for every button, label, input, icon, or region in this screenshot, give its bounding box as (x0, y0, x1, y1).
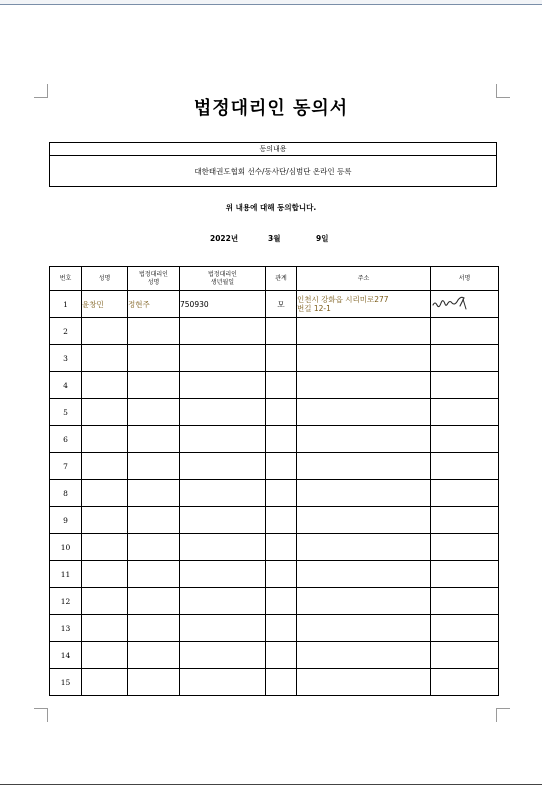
cell-signature (431, 453, 499, 480)
table-row (50, 642, 499, 669)
cell-name (82, 345, 128, 372)
cell-num: 1 (50, 291, 82, 318)
cell-num: 4 (50, 372, 82, 399)
cell-signature (431, 318, 499, 345)
cell-signature (431, 669, 499, 696)
cell-address (297, 561, 431, 588)
cell-address (297, 534, 431, 561)
consent-header: 동의내용 (50, 143, 496, 156)
cell-relation (266, 399, 297, 426)
guardian-consent-table (49, 266, 499, 696)
cell-address (297, 642, 431, 669)
table-row (50, 507, 499, 534)
cell-relation (266, 318, 297, 345)
cell-name (82, 615, 128, 642)
cell-guardian-name (128, 399, 180, 426)
cell-guardian-name (128, 372, 180, 399)
agree-statement: 위 내용에 대해 동의합니다. (225, 203, 317, 212)
cell-num: 2 (50, 318, 82, 345)
cell-num: 15 (50, 669, 82, 696)
cell-num: 6 (50, 426, 82, 453)
cell-guardian-birth (180, 399, 266, 426)
table-row (50, 453, 499, 480)
cell-num: 11 (50, 561, 82, 588)
cell-address (297, 318, 431, 345)
cell-signature (431, 561, 499, 588)
crop-mark-bottom-left (34, 708, 48, 722)
cell-address (297, 345, 431, 372)
cell-relation (266, 642, 297, 669)
cell-relation (266, 480, 297, 507)
cell-signature (431, 345, 499, 372)
crop-mark-bottom-right (496, 708, 510, 722)
cell-signature (431, 642, 499, 669)
cell-guardian-name (128, 426, 180, 453)
cell-signature (431, 372, 499, 399)
cell-num: 7 (50, 453, 82, 480)
cell-guardian-birth (180, 507, 266, 534)
cell-name: 윤창민 (82, 291, 128, 318)
cell-name (82, 480, 128, 507)
cell-guardian-name (128, 507, 180, 534)
cell-signature (431, 480, 499, 507)
cell-relation (266, 345, 297, 372)
cell-guardian-name (128, 480, 180, 507)
cell-guardian-birth (180, 453, 266, 480)
cell-name (82, 399, 128, 426)
cell-guardian-birth (180, 345, 266, 372)
consent-body: 대한태권도협회 선수/동사단/심범단 온라인 등록 (194, 167, 352, 176)
table-row (50, 615, 499, 642)
cell-address (297, 507, 431, 534)
cell-relation (266, 426, 297, 453)
handwritten-signature-image (431, 293, 479, 313)
date-month: 3월 (268, 234, 281, 243)
header-signature: 서명 (431, 267, 499, 291)
table-row (50, 426, 499, 453)
cell-signature (431, 426, 499, 453)
cell-signature (431, 399, 499, 426)
table-row (50, 561, 499, 588)
cell-num: 10 (50, 534, 82, 561)
cell-guardian-birth (180, 642, 266, 669)
cell-relation (266, 507, 297, 534)
cell-signature (431, 291, 499, 318)
cell-guardian-name (128, 615, 180, 642)
table-row (50, 345, 499, 372)
cell-num: 12 (50, 588, 82, 615)
header-guardian-birth-text: 법정대리인 생년월일 (208, 270, 237, 286)
cell-name (82, 453, 128, 480)
header-guardian-name-text: 법정대리인 성명 (139, 270, 168, 286)
cell-guardian-name (128, 642, 180, 669)
table-row (50, 480, 499, 507)
header-name: 성명 (82, 267, 128, 291)
consent-box (49, 142, 497, 187)
cell-address (297, 453, 431, 480)
table-body (50, 291, 499, 696)
cell-relation (266, 372, 297, 399)
cell-guardian-birth: 750930 (180, 291, 266, 318)
cell-guardian-name (128, 534, 180, 561)
date-year: 2022년 (210, 234, 239, 243)
cell-signature (431, 615, 499, 642)
table-header-row (50, 267, 499, 291)
table-row (50, 534, 499, 561)
cell-relation (266, 453, 297, 480)
cell-name (82, 642, 128, 669)
cell-name (82, 669, 128, 696)
cell-guardian-birth (180, 318, 266, 345)
cell-num: 14 (50, 642, 82, 669)
cell-name (82, 588, 128, 615)
cell-num: 13 (50, 615, 82, 642)
cell-address: 인천시 강화읍 시리미로277 번길 12-1 (297, 291, 431, 318)
cell-signature (431, 588, 499, 615)
cell-guardian-birth (180, 372, 266, 399)
cell-guardian-birth (180, 669, 266, 696)
cell-address (297, 480, 431, 507)
header-relation: 관계 (266, 267, 297, 291)
cell-name (82, 426, 128, 453)
cell-address (297, 426, 431, 453)
header-guardian-name (128, 267, 180, 291)
table-row (50, 399, 499, 426)
cell-relation (266, 561, 297, 588)
cell-guardian-birth (180, 588, 266, 615)
cell-address (297, 669, 431, 696)
header-address: 주소 (297, 267, 431, 291)
cell-relation (266, 534, 297, 561)
table-row (50, 291, 499, 318)
cell-num: 8 (50, 480, 82, 507)
cell-guardian-birth (180, 534, 266, 561)
window-top-border (0, 0, 542, 5)
cell-signature (431, 507, 499, 534)
cell-guardian-name (128, 345, 180, 372)
date-day: 9일 (316, 234, 329, 243)
cell-guardian-birth (180, 426, 266, 453)
table-row (50, 669, 499, 696)
cell-address (297, 615, 431, 642)
cell-num: 5 (50, 399, 82, 426)
header-num: 번호 (50, 267, 82, 291)
cell-guardian-name (128, 588, 180, 615)
cell-relation (266, 669, 297, 696)
window-bottom-border (0, 784, 542, 785)
cell-guardian-name (128, 669, 180, 696)
cell-address (297, 372, 431, 399)
cell-name (82, 318, 128, 345)
cell-guardian-birth (180, 480, 266, 507)
cell-relation (266, 615, 297, 642)
table-row (50, 318, 499, 345)
cell-guardian-name (128, 453, 180, 480)
table-row (50, 588, 499, 615)
cell-num: 3 (50, 345, 82, 372)
cell-signature (431, 534, 499, 561)
cell-relation (266, 588, 297, 615)
cell-guardian-name: 정현주 (128, 291, 180, 318)
cell-num: 9 (50, 507, 82, 534)
cell-relation: 모 (266, 291, 297, 318)
cell-name (82, 372, 128, 399)
header-guardian-birth (180, 267, 266, 291)
cell-guardian-name (128, 318, 180, 345)
cell-address (297, 588, 431, 615)
cell-guardian-birth (180, 561, 266, 588)
cell-name (82, 507, 128, 534)
document-title: 법정대리인 동의서 (193, 98, 349, 119)
table-row (50, 372, 499, 399)
cell-guardian-name (128, 561, 180, 588)
cell-name (82, 534, 128, 561)
cell-address (297, 399, 431, 426)
cell-name (82, 561, 128, 588)
cell-guardian-birth (180, 615, 266, 642)
